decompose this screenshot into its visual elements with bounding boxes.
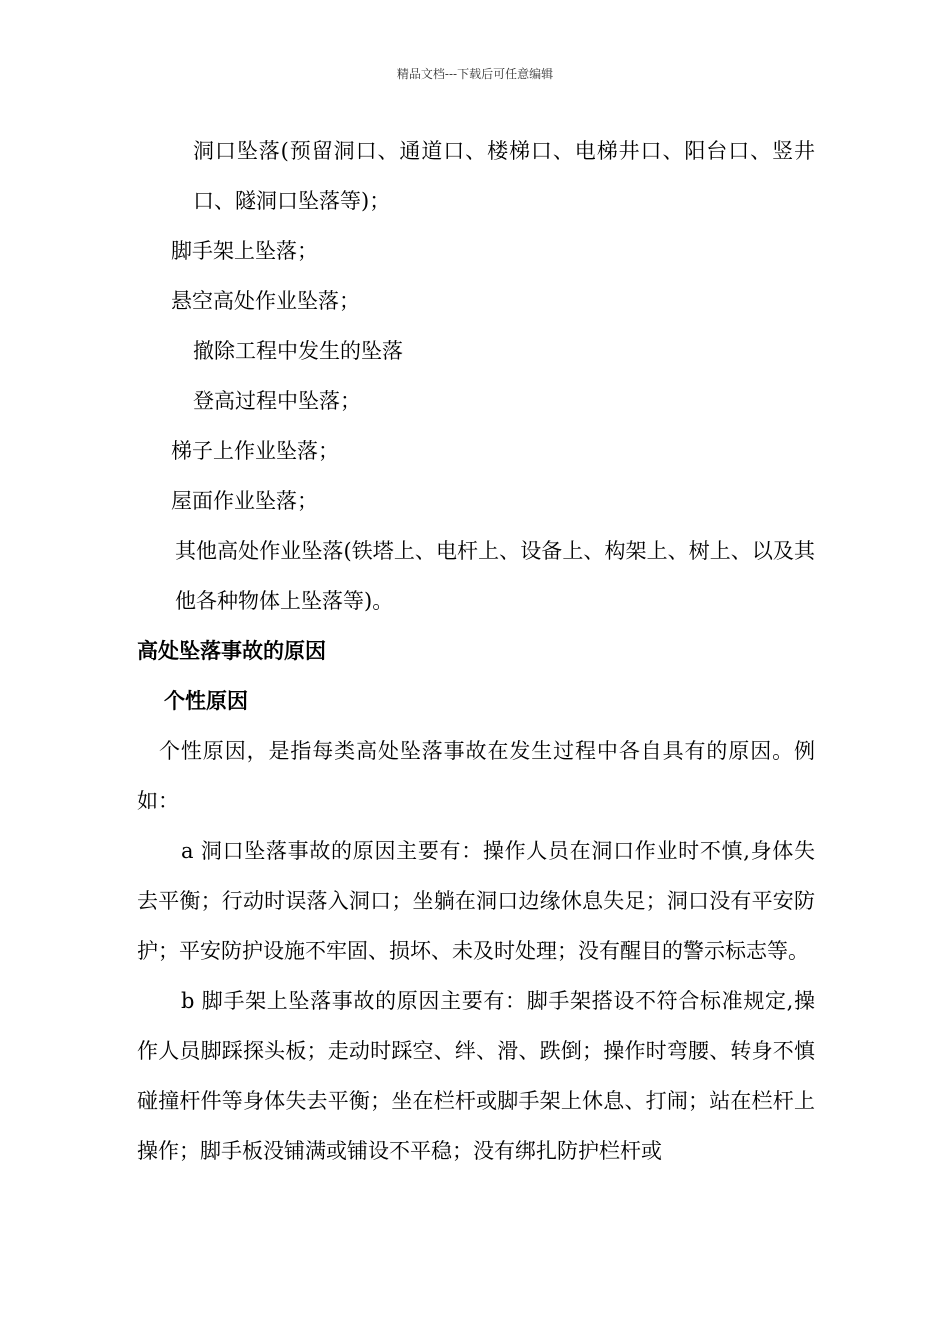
paragraph-other-falls: 其他高处作业坠落(铁塔上、电杆上、设备上、构架上、树上、以及其他各种物体上坠落等)。 xyxy=(175,539,815,613)
paragraph-climbing-falls: 登高过程中坠落； xyxy=(193,389,361,413)
paragraph-suspended-falls: 悬空高处作业坠落； xyxy=(171,289,360,313)
section-heading: 高处坠落事故的原因 xyxy=(137,638,326,663)
document-body xyxy=(137,126,815,1176)
paragraph-text: 洞口坠落(预留洞口、通道口、楼梯口、电梯井口、阳台口、竖井口、隧洞口坠落等)； xyxy=(193,139,815,213)
paragraph-opening-causes: a 洞口坠落事故的原因主要有：操作人员在洞口作业时不慎,身体失去平衡；行动时误落入洞口；坐躺在洞口边缘休息失足；洞口没有平安防护；平安防护设施不牢固、损坏、未及时处理；没有醒目的警示标志等。 xyxy=(137,839,815,963)
subsection-heading: 个性原因 xyxy=(164,688,248,713)
paragraph-individual-causes: 个性原因，是指每类高处坠落事故在发生过程中各自具有的原因。例如： xyxy=(137,739,815,813)
paragraph-roof-falls: 屋面作业坠落； xyxy=(171,489,318,513)
paragraph-scaffold-causes: b 脚手架上坠落事故的原因主要有：脚手架搭设不符合标准规定,操作人员脚踩探头板；走动时踩空、绊、滑、跌倒；操作时弯腰、转身不慎碰撞杆件等身体失去平衡；坐在栏杆或脚手架上休息、打闹；站在栏杆上操作；脚手板没铺满或铺设不平稳；没有绑扎防护栏杆或 xyxy=(137,989,815,1163)
paragraph-demolition-falls: 撤除工程中发生的坠落 xyxy=(193,339,403,363)
paragraph-scaffold-falls: 脚手架上坠落； xyxy=(171,239,318,263)
paragraph-opening-falls xyxy=(137,126,815,226)
page-header: 精品文档---下载后可任意编辑 xyxy=(396,67,554,81)
paragraph-ladder-falls: 梯子上作业坠落； xyxy=(171,439,339,463)
